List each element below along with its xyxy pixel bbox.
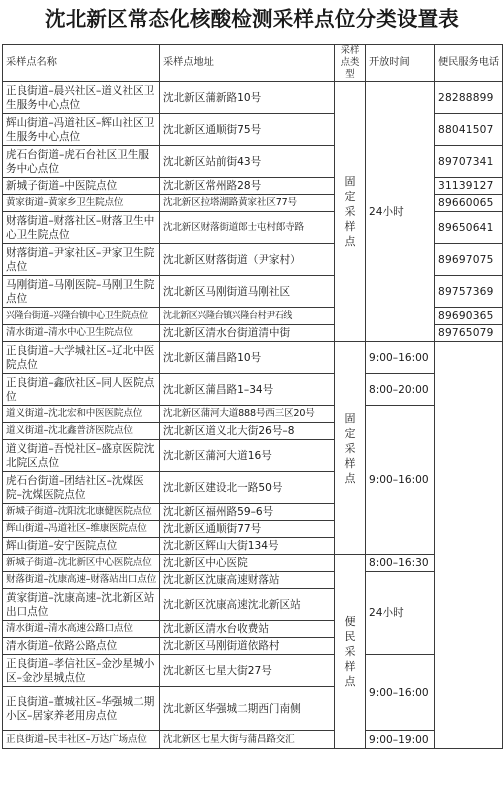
site-name: 虎石台街道–虎石台社区卫生服务中心点位 [3,146,160,178]
site-name: 黄家街道–黄家乡卫生院点位 [3,195,160,212]
site-address: 沈北新区七星大街27号 [160,655,335,687]
table-row [3,82,503,114]
site-address: 沈北新区辉山大街134号 [160,538,335,555]
table-header-row [3,45,503,82]
site-address: 沈北新区蒲河大道16号 [160,440,335,472]
header-hours: 开放时间 [366,45,435,82]
site-name: 虎石台街道–团结社区–沈煤医院–沈煤医院点位 [3,472,160,504]
site-name: 黄家街道–沈康高速–沈北新区站出口点位 [3,589,160,621]
site-name: 辉山街道–冯道社区–维康医院点位 [3,521,160,538]
site-name: 清水街道–依路公路点位 [3,638,160,655]
site-name: 辉山街道–安宁医院点位 [3,538,160,555]
site-name: 兴隆台街道–兴隆台镇中心卫生院点位 [3,308,160,325]
table-row [3,374,503,406]
site-phone: 89650641 [435,212,503,244]
site-address: 沈北新区蒲河大道888号西三区20号 [160,406,335,423]
site-type-fixed: 固定采样点 [335,342,366,555]
site-address: 沈北新区蒲昌路1–34号 [160,374,335,406]
site-address: 沈北新区福州路59–6号 [160,504,335,521]
site-name: 道义街道–沈北鑫普济医院点位 [3,423,160,440]
site-address: 沈北新区马刚街道依路村 [160,638,335,655]
site-type-convenience: 便民采样点 [335,555,366,749]
site-address: 沈北新区通顺街75号 [160,114,335,146]
site-phone: 89690365 [435,308,503,325]
site-name: 清水街道–清水高速公路口点位 [3,621,160,638]
hours-cell: 9:00–16:00 [366,406,435,555]
site-address: 沈北新区蒲昌路10号 [160,342,335,374]
site-name: 正良街道–董城社区–华强城二期小区–居家养老用房点位 [3,687,160,731]
site-phone [435,342,503,749]
site-address: 沈北新区七星大街与蒲昌路交汇 [160,731,335,749]
table-row [3,572,503,589]
site-phone: 89697075 [435,244,503,276]
site-phone: 89660065 [435,195,503,212]
header-address: 采样点地址 [160,45,335,82]
site-name: 财落街道–尹家社区–尹家卫生院点位 [3,244,160,276]
site-address: 沈北新区蒲新路10号 [160,82,335,114]
site-address: 沈北新区马刚街道马刚社区 [160,276,335,308]
site-address: 沈北新区清水台街道清中街 [160,325,335,342]
header-type: 采样点类型 [335,45,366,82]
site-address: 沈北新区华强城二期西门南侧 [160,687,335,731]
site-address: 沈北新区常州路28号 [160,178,335,195]
site-address: 沈北新区沈康高速财落站 [160,572,335,589]
page-title: 沈北新区常态化核酸检测采样点位分类设置表 [45,7,459,31]
hours-cell: 8:00–20:00 [366,374,435,406]
site-name: 辉山街道–冯道社区–辉山社区卫生服务中心点位 [3,114,160,146]
site-name: 正良街道–孝信社区–金沙星城小区–金沙星城点位 [3,655,160,687]
site-address: 沈北新区站前街43号 [160,146,335,178]
header-phone: 便民服务电话 [435,45,503,82]
sampling-sites-table [2,44,503,749]
table-row [3,731,503,749]
site-name: 道义街道–吾悦社区–盛京医院沈北院区点位 [3,440,160,472]
site-address: 沈北新区中心医院 [160,555,335,572]
site-name: 新城子街道–沈北新区中心医院点位 [3,555,160,572]
site-address: 沈北新区财落街道郎士屯村郎寺路 [160,212,335,244]
site-name: 马刚街道–马刚医院–马刚卫生院点位 [3,276,160,308]
header-name: 采样点名称 [3,45,160,82]
site-address: 沈北新区清水台收费站 [160,621,335,638]
hours-cell: 24小时 [366,572,435,655]
site-phone: 88041507 [435,114,503,146]
site-phone: 89707341 [435,146,503,178]
table-row [3,342,503,374]
site-address: 沈北新区沈康高速沈北新区站 [160,589,335,621]
site-phone: 31139127 [435,178,503,195]
site-name: 正良街道–晨兴社区–道义社区卫生服务中心点位 [3,82,160,114]
hours-cell: 8:00–16:30 [366,555,435,572]
table-row [3,555,503,572]
table-row [3,655,503,687]
site-address: 沈北新区拉塔湖路黄家社区77号 [160,195,335,212]
site-name: 清水街道–清水中心卫生院点位 [3,325,160,342]
site-phone: 89757369 [435,276,503,308]
site-name: 道义街道–沈北宏和中医医院点位 [3,406,160,423]
site-name: 正良街道–大学城社区–辽北中医院点位 [3,342,160,374]
site-name: 财落街道–财落社区–财落卫生中心卫生院点位 [3,212,160,244]
hours-24h: 24小时 [366,82,435,342]
site-name: 新城子街道–中医院点位 [3,178,160,195]
site-address: 沈北新区通顺街77号 [160,521,335,538]
site-address: 沈北新区财落街道（尹家村） [160,244,335,276]
site-name: 财落街道–沈康高速–财落站出口点位 [3,572,160,589]
site-name: 正良街道–鑫欣社区–同人医院点位 [3,374,160,406]
hours-cell: 9:00–19:00 [366,731,435,749]
site-address: 沈北新区建设北一路50号 [160,472,335,504]
site-address: 沈北新区道义北大街26号–8 [160,423,335,440]
site-name: 正良街道–民丰社区–万达广场点位 [3,731,160,749]
table-row [3,406,503,423]
hours-cell: 9:00–16:00 [366,342,435,374]
hours-cell: 9:00–16:00 [366,655,435,731]
site-phone: 28288899 [435,82,503,114]
site-phone: 89765079 [435,325,503,342]
site-address: 沈北新区兴隆台镇兴隆台村尹石线 [160,308,335,325]
site-type-fixed: 固定采样点 [335,82,366,342]
site-name: 新城子街道–沈阳沈北康健医院点位 [3,504,160,521]
